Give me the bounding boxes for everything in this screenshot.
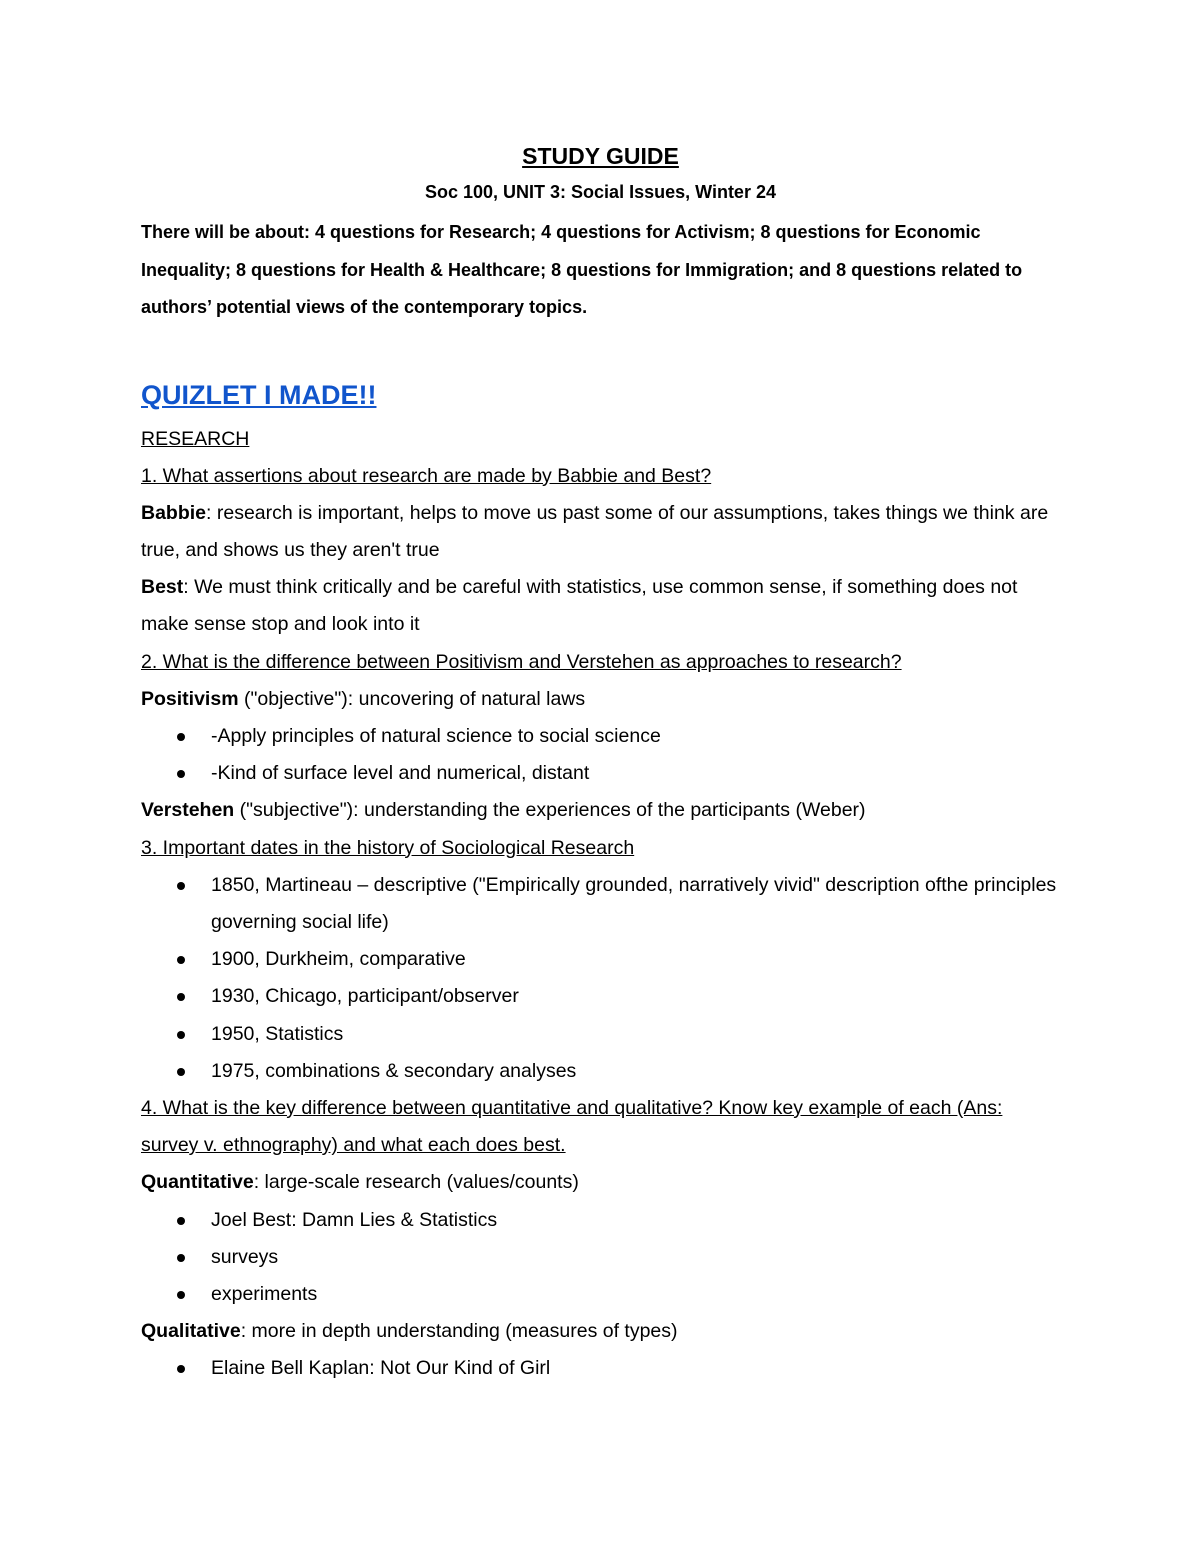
list-item	[211, 1276, 1060, 1313]
term-qualitative: Qualitative	[141, 1320, 241, 1343]
list-item-text: Joel Best: Damn Lies & Statistics	[211, 1208, 498, 1231]
answer-quantitative-text: : large-scale research (values/counts)	[253, 1171, 579, 1194]
bullet-icon	[177, 733, 185, 741]
list-item	[211, 1016, 1060, 1053]
question-4: 4. What is the key difference between quantitative and qualitative? Know key example of each (Ans: survey v. ethnography) and what each does best.	[141, 1096, 1003, 1157]
bullet-icon	[177, 882, 185, 890]
list-item-text: surveys	[211, 1245, 279, 1268]
answer-positivism-text: ("objective"): uncovering of natural laws	[238, 687, 586, 710]
list-item-text: Elaine Bell Kaplan: Not Our Kind of Girl	[211, 1357, 551, 1380]
list-item	[211, 1239, 1060, 1276]
intro-paragraph: There will be about: 4 questions for Research; 4 questions for Activism; 8 questions for Economic Inequality; 8 questions for Health & Healthcare; 8 questions for Immigration; and 8 questions related to authors’ potential views of the contemporary topics.	[141, 222, 1023, 317]
term-positivism: Positivism	[141, 687, 239, 710]
research-section	[141, 458, 1060, 1388]
list-item-text: 1930, Chicago, participant/observer	[211, 985, 519, 1008]
answer-babbie	[141, 495, 1060, 569]
bullet-icon	[177, 1217, 185, 1225]
term-verstehen: Verstehen	[141, 799, 235, 822]
list-item	[211, 978, 1060, 1015]
answer-qualitative-text: : more in depth understanding (measures of types)	[240, 1320, 678, 1343]
bullet-icon	[177, 1031, 185, 1039]
term-babbie: Babbie	[141, 501, 207, 524]
bullet-icon	[177, 993, 185, 1001]
list-item-text: -Apply principles of natural science to social science	[211, 724, 661, 747]
bullet-icon	[177, 770, 185, 778]
document-header	[141, 140, 1060, 204]
positivism-list	[141, 718, 1060, 792]
document-title: STUDY GUIDE	[522, 143, 679, 169]
bullet-icon	[177, 1068, 185, 1076]
list-item	[211, 941, 1060, 978]
list-item-text: 1950, Statistics	[211, 1022, 344, 1045]
list-item-text: 1850, Martineau – descriptive ("Empirically grounded, narratively vivid" description ofthe principles governing social life)	[211, 873, 1057, 933]
answer-quantitative	[141, 1164, 1060, 1201]
list-item	[211, 867, 1060, 941]
document-subtitle: Soc 100, UNIT 3: Social Issues, Winter 24	[425, 182, 776, 202]
answer-best-text: : We must think critically and be careful with statistics, use common sense, if something does not make sense stop and look into it	[141, 576, 1018, 636]
qualitative-list	[141, 1350, 1060, 1387]
list-item	[211, 1350, 1060, 1387]
answer-babbie-text: : research is important, helps to move us past some of our assumptions, takes things we think are true, and shows us they aren't true	[141, 501, 1049, 561]
quantitative-list	[141, 1202, 1060, 1314]
answer-best	[141, 569, 1060, 643]
list-item	[211, 1202, 1060, 1239]
term-best: Best	[141, 576, 184, 599]
quizlet-link[interactable]: QUIZLET I MADE!!	[141, 379, 377, 410]
list-item-text: experiments	[211, 1282, 318, 1305]
section-heading-research: RESEARCH	[141, 427, 250, 450]
dates-list	[141, 867, 1060, 1090]
question-3: 3. Important dates in the history of Sociological Research	[141, 836, 635, 859]
bullet-icon	[177, 1291, 185, 1299]
list-item	[211, 718, 1060, 755]
answer-positivism	[141, 681, 1060, 718]
answer-verstehen	[141, 792, 1060, 829]
answer-verstehen-text: ("subjective"): understanding the experiences of the participants (Weber)	[234, 799, 866, 822]
question-1: 1. What assertions about research are made by Babbie and Best?	[141, 464, 712, 487]
list-item-text: -Kind of surface level and numerical, distant	[211, 762, 590, 785]
list-item-text: 1975, combinations & secondary analyses	[211, 1059, 577, 1082]
list-item	[211, 755, 1060, 792]
answer-qualitative	[141, 1313, 1060, 1350]
list-item-text: 1900, Durkheim, comparative	[211, 948, 466, 971]
list-item	[211, 1053, 1060, 1090]
bullet-icon	[177, 1365, 185, 1373]
bullet-icon	[177, 1254, 185, 1262]
question-2: 2. What is the difference between Positivism and Verstehen as approaches to research?	[141, 650, 902, 673]
term-quantitative: Quantitative	[141, 1171, 254, 1194]
bullet-icon	[177, 956, 185, 964]
